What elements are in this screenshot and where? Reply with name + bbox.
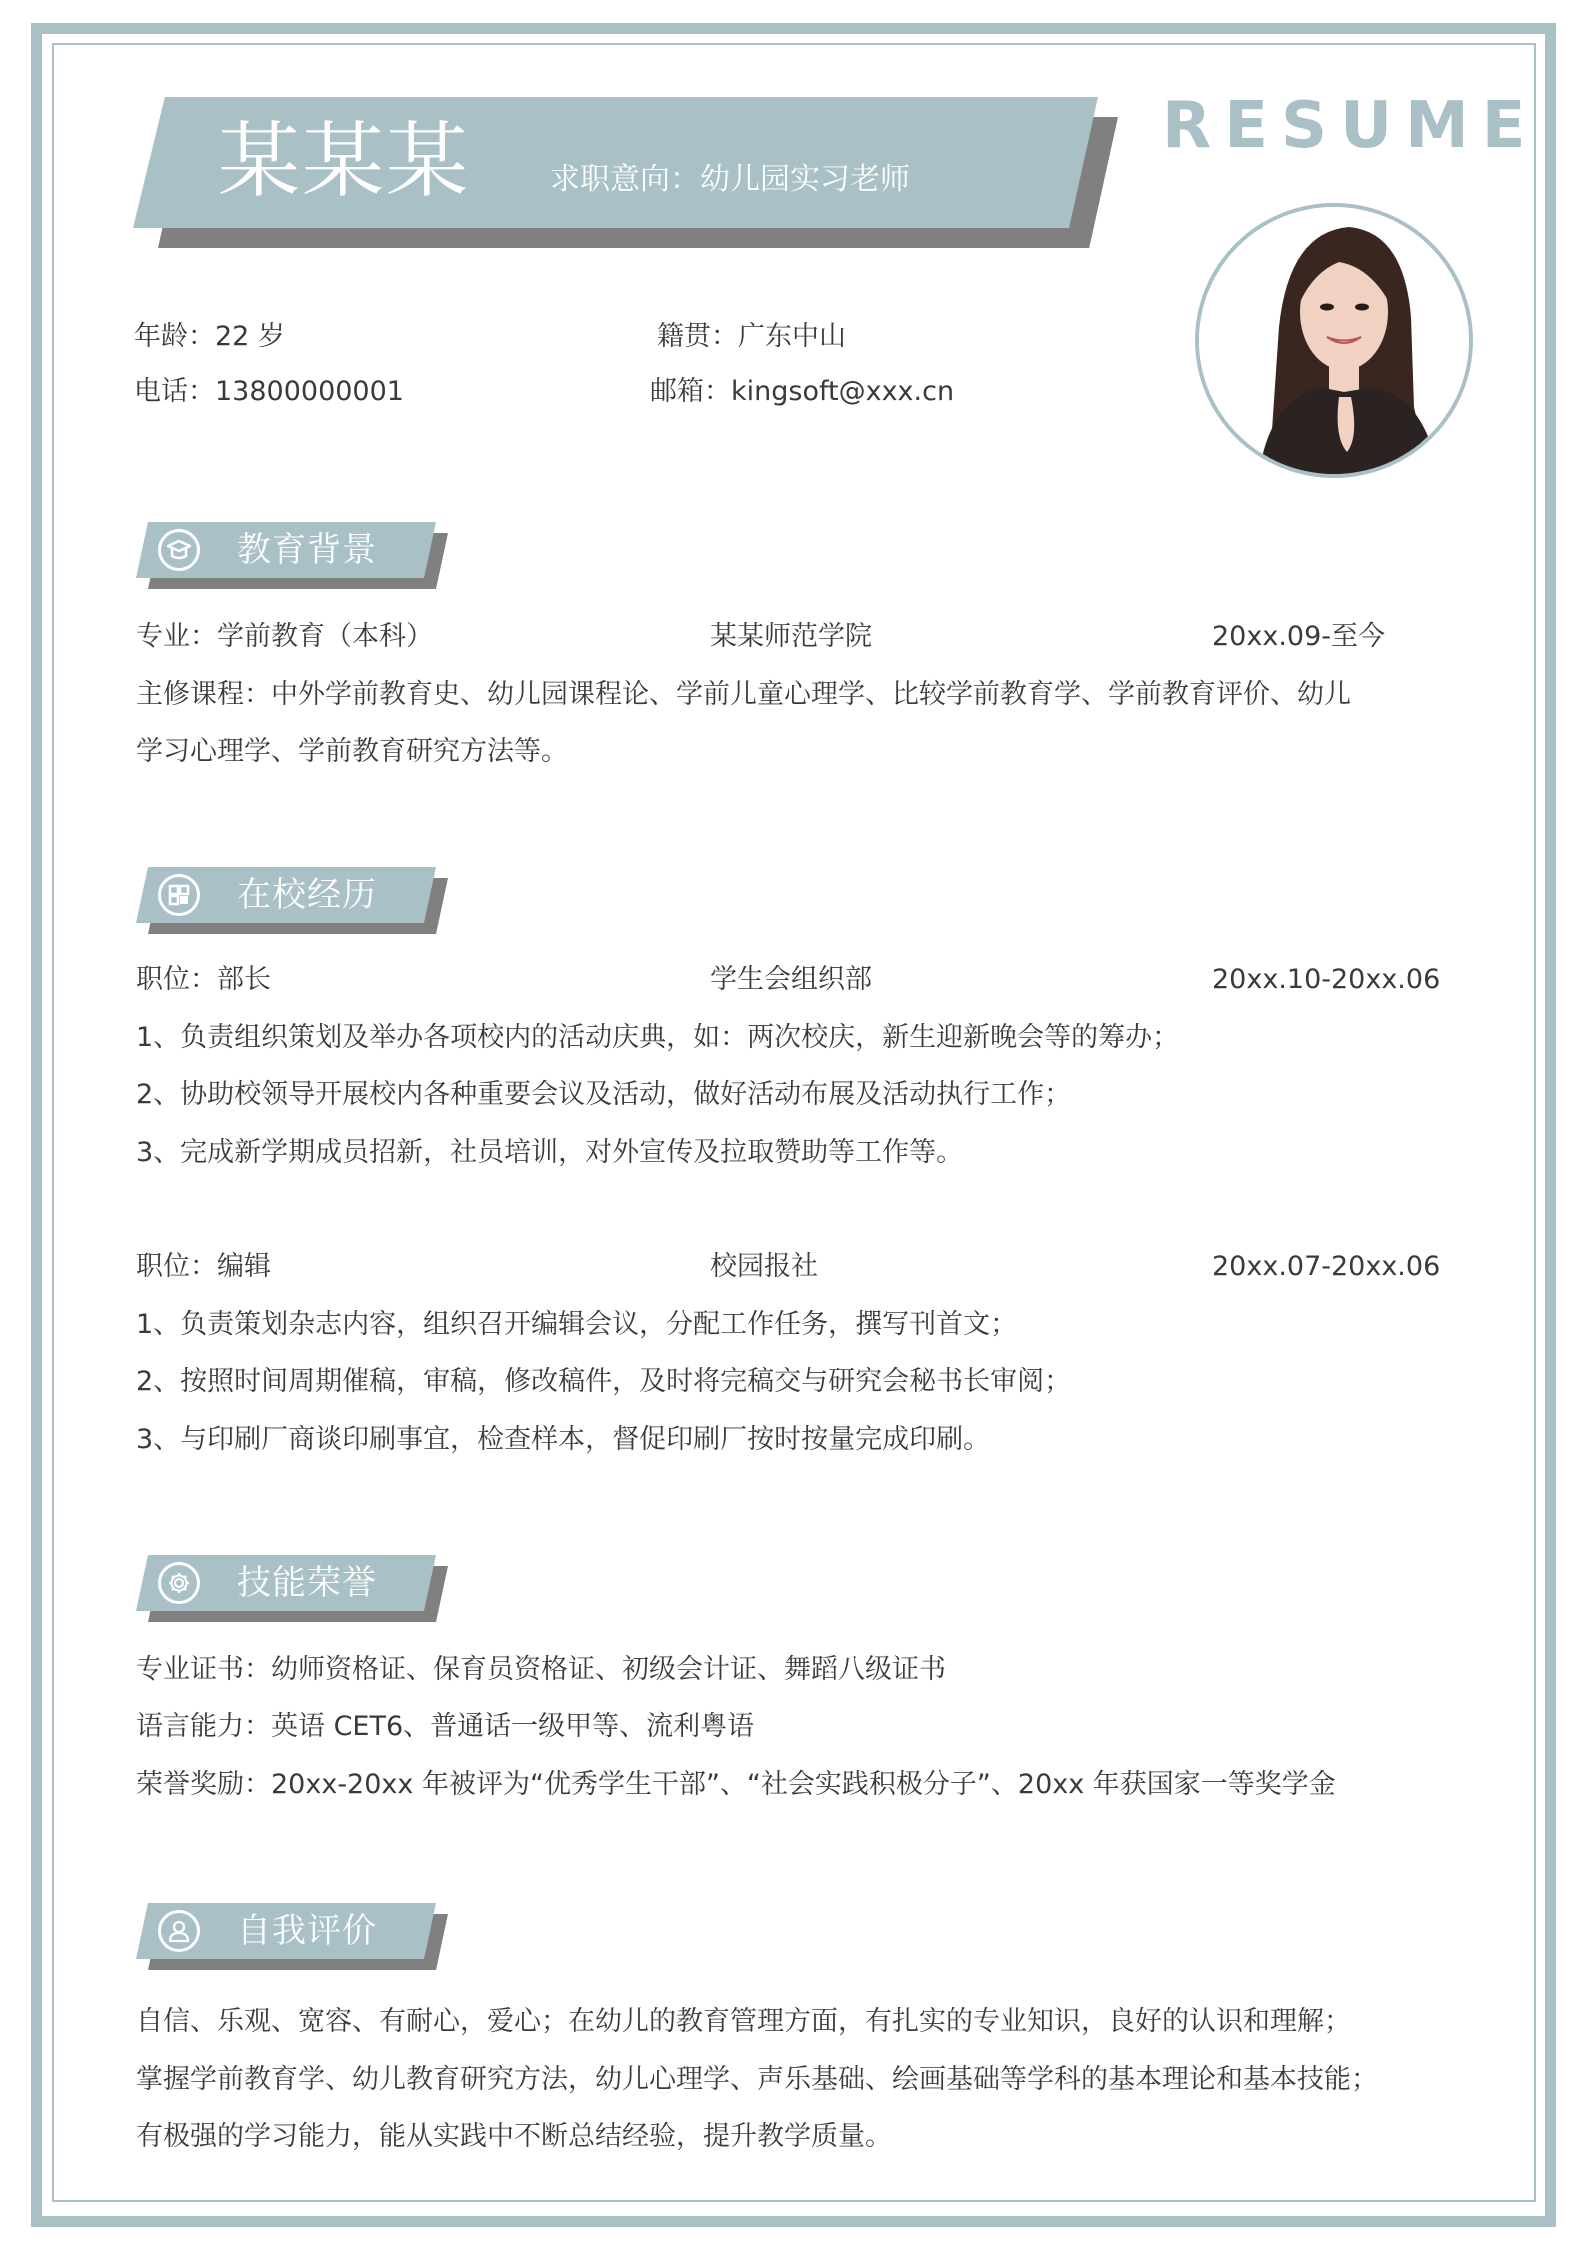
info-phone: 电话：13800000001 (134, 376, 404, 407)
self-eval-line: 自信、乐观、宽容、有耐心，爱心；在幼儿的教育管理方面，有扎实的专业知识，良好的认识和理解； (136, 2006, 1351, 2037)
experience-1-position: 职位：部长 (136, 964, 271, 995)
person-icon (158, 1910, 200, 1952)
experience-2-org: 校园报社 (710, 1251, 818, 1282)
education-courses-line-2: 学习心理学、学前教育研究方法等。 (136, 736, 568, 767)
resume-title: RESUME (1162, 89, 1539, 163)
education-major: 专业：学前教育（本科） (136, 621, 433, 652)
info-age: 年龄：22 岁 (134, 321, 285, 352)
person-photo-icon (1199, 207, 1469, 474)
experience-1-period: 20xx.10-20xx.06 (1212, 964, 1441, 995)
candidate-name: 某某某 (218, 114, 471, 209)
experience-2-item: 2、按照时间周期催稿，审稿，修改稿件，及时将完稿交与研究会秘书长审阅； (136, 1366, 1072, 1397)
experience-1-org: 学生会组织部 (710, 964, 872, 995)
experience-2-period: 20xx.07-20xx.06 (1212, 1251, 1441, 1282)
experience-1-item: 3、完成新学期成员招新，社员培训，对外宣传及拉取赞助等工作等。 (136, 1137, 964, 1168)
graduation-cap-icon (158, 529, 200, 571)
portrait-photo (1195, 203, 1473, 478)
gear-icon (158, 1562, 200, 1604)
skills-honors: 荣誉奖励：20xx-20xx 年被评为“优秀学生干部”、“社会实践积极分子”、20xx 年获国家一等奖学金 (136, 1769, 1336, 1800)
job-objective: 求职意向：幼儿园实习老师 (550, 162, 910, 197)
section-title-education: 教育背景 (237, 530, 377, 570)
skills-languages: 语言能力：英语 CET6、普通话一级甲等、流利粤语 (136, 1711, 755, 1742)
skills-certificates: 专业证书：幼师资格证、保育员资格证、初级会计证、舞蹈八级证书 (136, 1654, 946, 1685)
grid-icon (158, 874, 200, 916)
self-eval-line: 掌握学前教育学、幼儿教育研究方法，幼儿心理学、声乐基础、绘画基础等学科的基本理论和基本技能； (136, 2064, 1378, 2095)
experience-1-item: 2、协助校领导开展校内各种重要会议及活动，做好活动布展及活动执行工作； (136, 1079, 1072, 1110)
info-email: 邮箱：kingsoft@xxx.cn (650, 376, 955, 407)
experience-2-item: 3、与印刷厂商谈印刷事宜，检查样本，督促印刷厂按时按量完成印刷。 (136, 1424, 991, 1455)
education-school: 某某师范学院 (710, 621, 872, 652)
education-courses-line-1: 主修课程：中外学前教育史、幼儿园课程论、学前儿童心理学、比较学前教育学、学前教育评价、幼儿 (136, 679, 1351, 710)
experience-2-item: 1、负责策划杂志内容，组织召开编辑会议，分配工作任务，撰写刊首文； (136, 1309, 1018, 1340)
education-period: 20xx.09-至今 (1212, 621, 1385, 652)
section-title-experience: 在校经历 (237, 875, 377, 915)
experience-2-position: 职位：编辑 (136, 1251, 271, 1282)
experience-1-item: 1、负责组织策划及举办各项校内的活动庆典，如：两次校庆，新生迎新晚会等的筹办； (136, 1022, 1180, 1053)
self-eval-line: 有极强的学习能力，能从实践中不断总结经验，提升教学质量。 (136, 2121, 892, 2152)
section-title-skills: 技能荣誉 (237, 1563, 377, 1603)
info-hometown: 籍贯：广东中山 (657, 321, 846, 352)
section-title-self-eval: 自我评价 (237, 1911, 377, 1951)
